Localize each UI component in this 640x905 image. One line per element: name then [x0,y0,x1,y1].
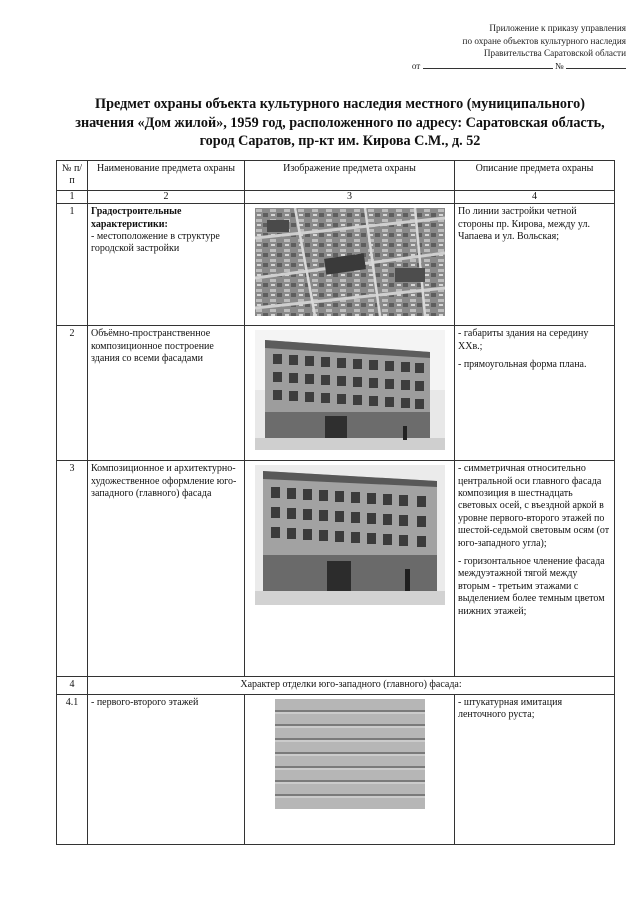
row-image-cell [245,461,455,677]
description-text: - габариты здания на середину XXв.; [458,328,589,352]
number-label: № [554,60,564,71]
row-name: Композиционное и архитектурно-художественное оформление юго-западного (главного) фасада [88,461,245,677]
title-line-3: город Саратов, пр-кт им. Кирова С.М., д. 52 [199,133,481,149]
description-text: - горизонтальное членение фасада междуэтажной тягой между вторым - третьим этажами с выделением более темным цветом нижних этажей; [458,556,605,617]
row-name [88,204,245,326]
row-description [455,326,615,461]
row-number: 4.1 [57,694,88,844]
table-row [57,694,615,844]
row-description [455,204,615,326]
colnum-1: 1 [57,190,88,203]
table-header-row [57,161,615,191]
appendix-line-2: по охране объектов культурного наследия [462,35,626,46]
appendix-date-number [326,60,626,73]
row-image-cell [245,204,455,326]
row-name-normal: - местоположение в структуре городской застройки [91,231,220,255]
row-name: Объёмно-пространственное композиционное построение здания со всеми фасадами [88,326,245,461]
header-image: Изображение предмета охраны [245,161,455,191]
row-number: 2 [57,326,88,461]
from-label: от [411,60,421,71]
header-num: № п/п [57,161,88,191]
date-blank [423,68,553,69]
row-image-cell [245,326,455,461]
row-number: 1 [57,204,88,326]
document-title [40,95,640,151]
row-description: - штукатурная имитация ленточного руста; [455,694,615,844]
table-row [57,326,615,461]
rustication-photo [275,699,425,809]
number-blank [566,68,626,69]
colnum-2: 2 [88,190,245,203]
description-text: - прямоугольная форма плана. [458,359,587,371]
table-row [57,204,615,326]
row-number: 3 [57,461,88,677]
row-name-bold: Градостроительные характеристики: [91,206,182,230]
section-number: 4 [57,677,88,694]
appendix-line-3: Правительства Саратовской области [483,48,626,58]
column-number-row [57,190,615,203]
description-text: По линии застройки четной стороны пр. Кирова, между ул. Чапаева и ул. Вольская; [458,206,590,243]
description-text: - симметричная относительно центральной оси главного фасада композиция в шестнадцать световых осей, с въездной аркой в уровне первого-второго этажей по шестой-седьмой световым осям (от юго-западного угла); [458,463,610,549]
appendix-header [326,22,626,72]
colnum-4: 4 [455,190,615,203]
building-photo [255,330,445,450]
aerial-photo [255,208,445,316]
section-label: Характер отделки юго-западного (главного) фасада: [88,677,615,694]
row-description [455,461,615,677]
facade-photo [255,465,445,605]
appendix-line-1: Приложение к приказу управления [489,23,626,33]
section-row [57,677,615,694]
title-line-2: значения «Дом жилой», 1959 год, расположенного по адресу: Саратовская область, [75,114,605,131]
header-name: Наименование предмета охраны [88,161,245,191]
table-row [57,461,615,677]
title-line-1: Предмет охраны объекта культурного наследия местного (муниципального) [95,96,585,112]
protection-subject-table [56,160,615,845]
colnum-3: 3 [245,190,455,203]
header-description: Описание предмета охраны [455,161,615,191]
row-image-cell [245,694,455,844]
row-name: - первого-второго этажей [88,694,245,844]
